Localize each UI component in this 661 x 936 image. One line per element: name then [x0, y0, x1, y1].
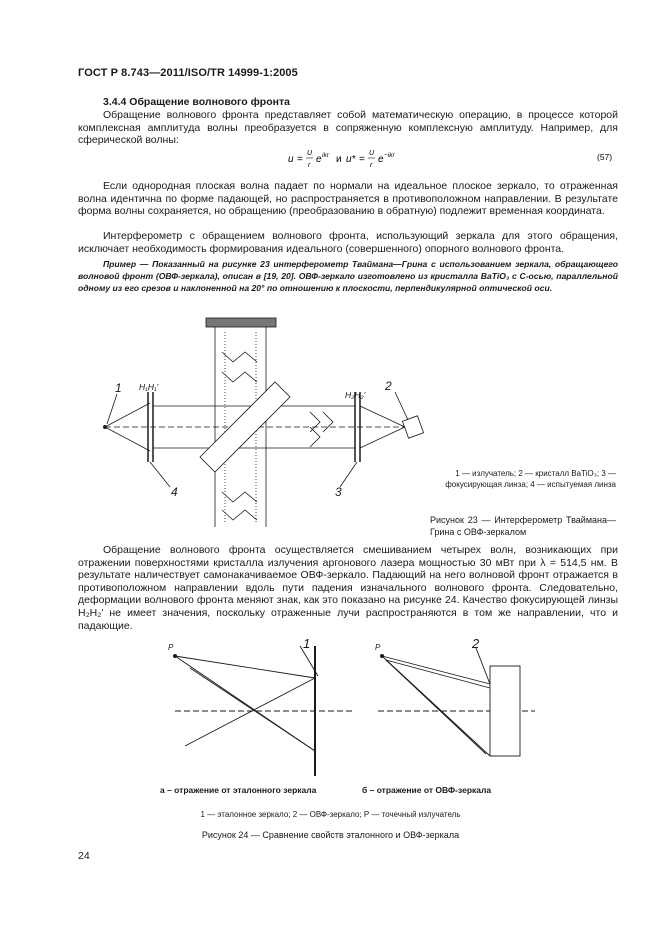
formula-u: u — [288, 154, 294, 165]
formula-sup1: ikr — [322, 152, 329, 159]
fig24-label-pa: P — [168, 643, 174, 652]
fig23-label-3: 3 — [335, 485, 342, 499]
formula-U1: U — [307, 150, 313, 157]
paragraph-intro: Обращение волнового фронта представляет собой математическую операцию, в процессе которой комплексная амплитуда волны преобразуется в сопряженную комплексную амплитуду. Например, для сферической волны: — [78, 109, 618, 147]
formula-e1: e — [316, 154, 322, 165]
fig24-label-2: 2 — [472, 636, 480, 651]
formula-U2: U — [369, 150, 375, 157]
formula-sup2: −ikr — [384, 152, 395, 159]
paragraph-interferometer: Интерферометр с обращением волнового фронта, использующий зеркала для этого обращения, исключает необходимость формирования идеального (совершенного) опорного волнового фронта. — [78, 230, 618, 255]
figure-23-legend: 1 — излучатель; 2 — кристалл BaTiO₃; 3 — фокусирующая линза; 4 — испытуемая линза — [445, 469, 616, 489]
fig24-label-pb: P — [375, 643, 381, 652]
fig24-label-1: 1 — [303, 636, 311, 651]
document-header: ГОСТ Р 8.743—2011/ISO/TR 14999-1:2005 — [78, 67, 298, 79]
paragraph-four-wave: Обращение волнового фронта осуществляется смешиванием четырех волн, возникающих при отражении поверхностями кристалла излучения аргонового лазера мощностью 30 мВт при λ = 514,5 нм. В результате наличествует самонакачиваемое ОВФ-зеркало. Падающий на него волновой фронт отражается в противоположном направлении вдоль пути падения изначального волнового фронта. Следовательно, деформации волнового фронта меняют знак, как это показано на рисунке 24. Качество фокусирующей линзы H₂H₂′ не имеет значения, поскольку отраженные лучи распространяются в том же направлении, что и падающие. — [78, 544, 618, 632]
fig23-label-h2: H₂H₂′ — [345, 390, 366, 400]
formula-r2: r — [370, 162, 373, 169]
formula-ustar: u* — [346, 154, 356, 165]
formula-57 — [0, 146, 661, 172]
top-mirror — [206, 318, 276, 327]
formula-r1: r — [308, 162, 311, 169]
figure-24-subcaption-b: б – отражение от ОВФ-зеркала — [362, 785, 492, 795]
figure-24-diagram — [160, 636, 540, 781]
fig23-label-4: 4 — [171, 485, 178, 499]
formula-number: (57) — [597, 152, 613, 162]
example-lead: Пример — — [103, 259, 149, 269]
formula-and: и — [336, 154, 342, 165]
fig23-label-2: 2 — [385, 379, 392, 393]
figure-24-subcaption-a: а – отражение от эталонного зеркала — [160, 785, 317, 795]
formula-e2: e — [378, 154, 384, 165]
section-title: 3.4.4 Обращение волнового фронта — [103, 96, 290, 108]
formula-eq1: = — [297, 154, 303, 165]
formula-eq2: = — [359, 154, 365, 165]
fig23-label-h1: H₁H₁′ — [139, 382, 159, 392]
page-number: 24 — [78, 850, 90, 862]
figure-23-caption: Рисунок 23 — Интерферометр Тваймана—Грина с ОВФ-зеркалом — [430, 515, 616, 537]
fig23-label-1: 1 — [115, 381, 122, 395]
figure-24-legend: 1 — эталонное зеркало; 2 — ОВФ-зеркало; P — точечный излучатель — [200, 810, 461, 819]
example-note — [78, 258, 618, 295]
figure-23-diagram — [95, 312, 430, 534]
paragraph-plane-wave: Если однородная плоская волна падает по нормали на идеальное плоское зеркало, то отраженная волна идентична по форме падающей, но распространяется в противоположном направлении. В результате форма волны сохраняется, но обращению (преобразованию в обратную) подлежит временная координата. — [78, 180, 618, 218]
figure-24-caption: Рисунок 24 — Сравнение свойств эталонного и ОВФ-зеркала — [201, 830, 460, 840]
example-text: Показанный на рисунке 23 интерферометр Тваймана—Грина с использованием зеркала, обращающего волновой фронт (ОВФ-зеркала), описан в [19, 20]. ОВФ-зеркало изготовлено из кристалла BaTiO₃ с C-осью, параллельной одному из его срезов и наклоненной на 20° по отношению к плоскости, перпендикулярной оптической оси. — [78, 259, 618, 294]
